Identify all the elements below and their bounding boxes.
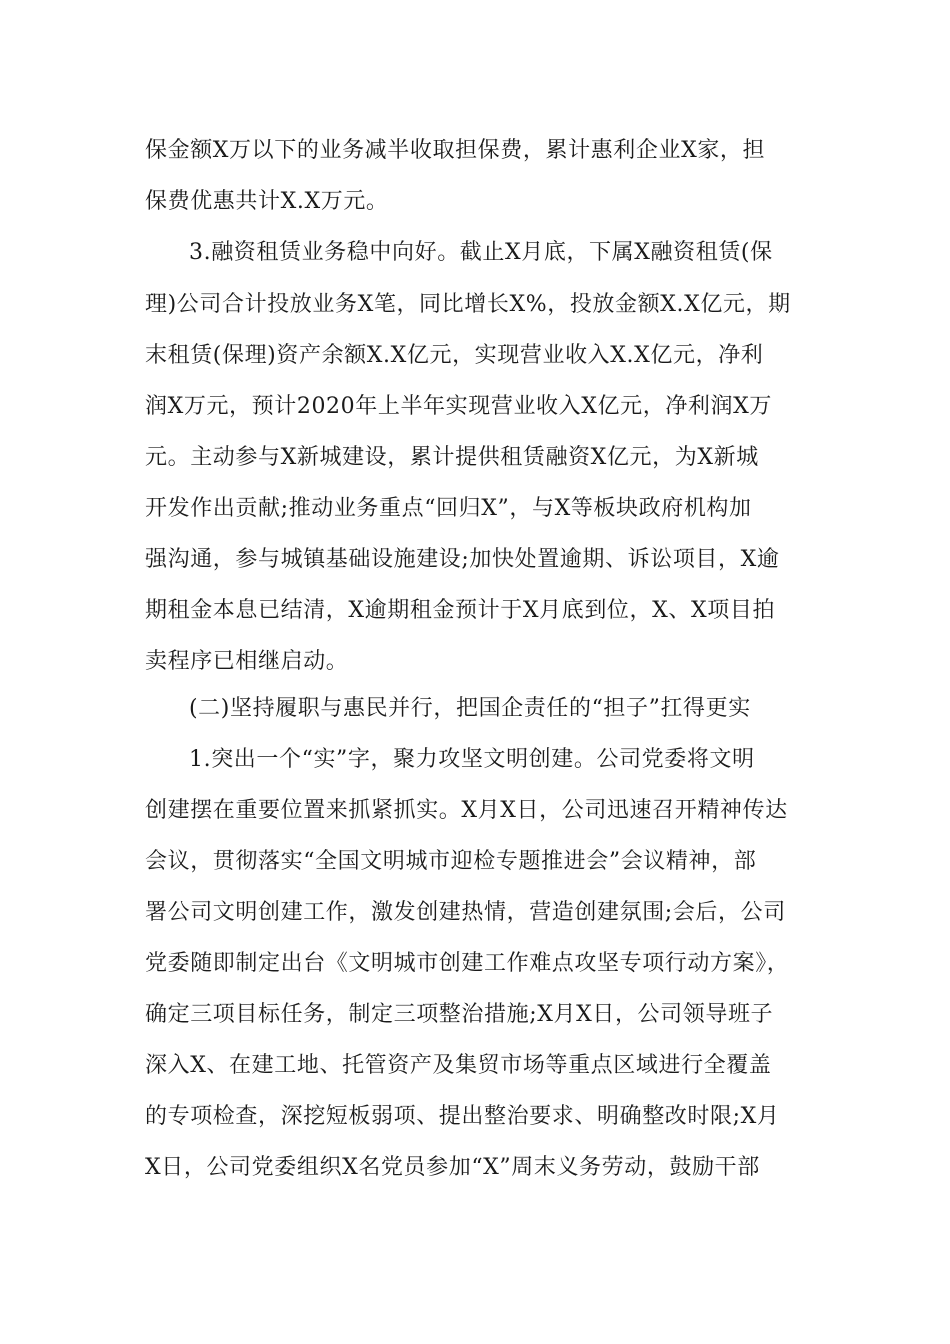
- text-line: 卖程序已相继启动。: [145, 649, 349, 674]
- text-line: 润X万元，预计2020年上半年实现营业收入X亿元，净利润X万: [145, 394, 772, 419]
- text-line: 创建摆在重要位置来抓紧抓实。X月X日，公司迅速召开精神传达: [145, 798, 788, 823]
- text-line: X日，公司党委组织X名党员参加“X”周末义务劳动，鼓励干部: [145, 1155, 760, 1180]
- text-line: 署公司文明创建工作，激发创建热情，营造创建氛围;会后，公司: [145, 900, 786, 925]
- text-line: 强沟通，参与城镇基础设施建设;加快处置逾期、诉讼项目，X逾: [145, 547, 780, 572]
- section-heading: (二)坚持履职与惠民并行，把国企责任的“担子”扛得更实: [189, 696, 751, 721]
- text-line: 理)公司合计投放业务X笔，同比增长X%，投放金额X.X亿元，期: [145, 292, 791, 317]
- paragraph-first-line: 1.突出一个“实”字，聚力攻坚文明创建。公司党委将文明: [189, 747, 755, 772]
- text-line: 保金额X万以下的业务减半收取担保费，累计惠利企业X家，担: [145, 138, 766, 163]
- text-line: 党委随即制定出台《文明城市创建工作难点攻坚专项行动方案》，: [145, 951, 790, 976]
- text-line: 元。主动参与X新城建设，累计提供租赁融资X亿元，为X新城: [145, 445, 759, 470]
- text-line: 会议，贯彻落实“全国文明城市迎检专题推进会”会议精神，部: [145, 849, 757, 874]
- text-line: 的专项检查，深挖短板弱项、提出整治要求、明确整改时限;X月: [145, 1104, 780, 1129]
- paragraph-first-line: 3.融资租赁业务稳中向好。截止X月底，下属X融资租赁(保: [189, 240, 773, 265]
- text-line: 确定三项目标任务，制定三项整治措施;X月X日，公司领导班子: [145, 1002, 774, 1027]
- text-line: 保费优惠共计X.X万元。: [145, 189, 389, 214]
- text-line: 期租金本息已结清，X逾期租金预计于X月底到位，X、X项目拍: [145, 598, 776, 623]
- text-line: 开发作出贡献;推动业务重点“回归X”，与X等板块政府机构加: [145, 496, 752, 521]
- text-line: 末租赁(保理)资产余额X.X亿元，实现营业收入X.X亿元，净利: [145, 343, 764, 368]
- text-line: 深入X、在建工地、托管资产及集贸市场等重点区域进行全覆盖: [145, 1053, 772, 1078]
